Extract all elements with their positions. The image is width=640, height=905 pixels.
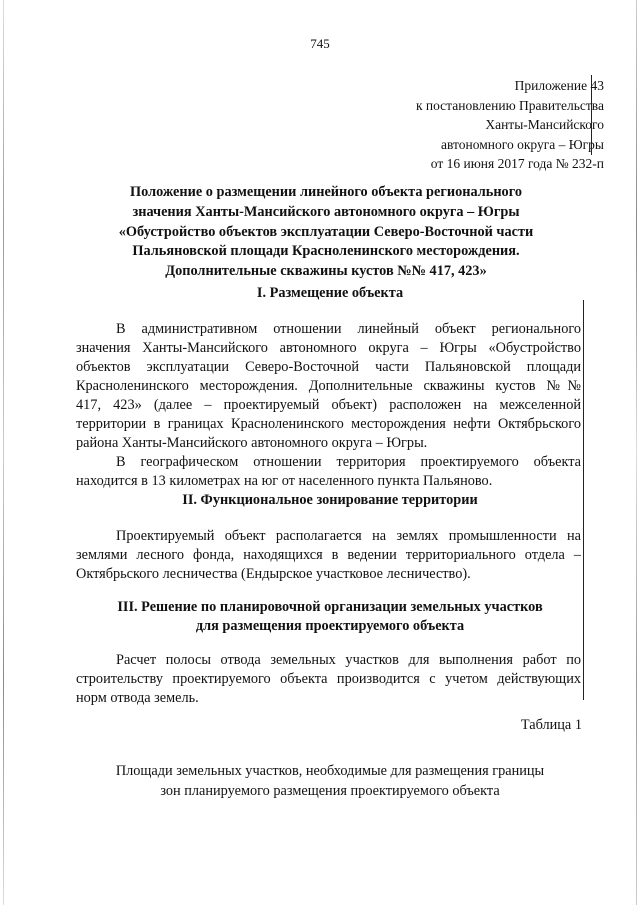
text-line: территории в границах Красноленинского месторождения нефти Октябрьского bbox=[76, 416, 581, 432]
title-line: Положение о размещении линейного объекта регионального bbox=[129, 184, 522, 200]
caption-line: Площади земельных участков, необходимые для размещения границы bbox=[115, 763, 545, 779]
text-line: находится в 13 километрах на юг от населенного пункта Пальяново. bbox=[76, 473, 493, 489]
text-line: значения Ханты-Мансийского автономного округа – Югры «Обустройство bbox=[76, 340, 581, 356]
paragraph-geography bbox=[76, 453, 581, 491]
title-line: Дополнительные скважины кустов №№ 417, 423» bbox=[165, 263, 487, 280]
text-line: Красноленинского месторождения. Дополнительные скважины кустов №№ bbox=[76, 378, 581, 394]
appendix-resolution: к постановлению Правительства bbox=[415, 97, 604, 113]
title-line: Пальяновской площади Красноленинского месторождения. bbox=[132, 243, 520, 260]
paragraph-zoning bbox=[76, 527, 581, 584]
table-label: Таблица 1 bbox=[520, 717, 582, 733]
text-line: объектов эксплуатации Северо-Восточной части Пальяновской площади bbox=[76, 359, 581, 375]
page-number: 745 bbox=[310, 36, 330, 51]
text-line: землями лесного фонда, находящихся в ведении территориального отдела – bbox=[76, 547, 581, 563]
section-heading-1: I. Размещение объекта bbox=[256, 285, 404, 301]
table-caption bbox=[80, 762, 580, 801]
paragraph-land-allocation bbox=[76, 651, 581, 708]
appendix-okrug: автономного округа – Югры bbox=[441, 136, 604, 152]
appendix-header bbox=[364, 76, 604, 174]
scan-edge-left bbox=[3, 0, 4, 905]
text-line: Расчет полосы отвода земельных участков для выполнения работ по bbox=[116, 652, 581, 668]
section-heading-3-cont: для размещения проектируемого объекта bbox=[195, 618, 465, 634]
section-heading-3: III. Решение по планировочной организации земельных участков bbox=[117, 599, 543, 615]
text-line: района Ханты-Мансийского автономного округа – Югры. bbox=[76, 435, 428, 451]
title-line: «Обустройство объектов эксплуатации Северо-Восточной части bbox=[118, 223, 534, 240]
text-line: норм отвода земель. bbox=[76, 690, 199, 706]
paragraph-placement bbox=[76, 320, 581, 453]
text-line: 417, 423» (далее – проектируемый объект) расположен на межселенной bbox=[76, 397, 581, 413]
title-line: значения Ханты-Мансийского автономного округа – Югры bbox=[132, 203, 520, 220]
caption-line: зон планируемого размещения проектируемого объекта bbox=[160, 782, 500, 799]
appendix-region: Ханты-Мансийского bbox=[485, 117, 604, 132]
text-line: Проектируемый объект располагается на землях промышленности на bbox=[116, 528, 581, 544]
text-line: Октябрьского лесничества (Ендырское участковое лесничество). bbox=[76, 566, 471, 582]
section-heading-2: II. Функциональное зонирование территории bbox=[182, 492, 478, 508]
appendix-number: Приложение 43 bbox=[514, 78, 604, 93]
scan-edge-right bbox=[636, 0, 637, 905]
text-line: В географическом отношении территория проектируемого объекта bbox=[116, 454, 581, 470]
document-title bbox=[66, 183, 586, 282]
text-line: строительству проектируемого объекта производится с учетом действующих bbox=[76, 671, 581, 687]
text-line: В административном отношении линейный объект регионального bbox=[116, 321, 581, 337]
appendix-date: от 16 июня 2017 года № 232-п bbox=[430, 156, 604, 171]
